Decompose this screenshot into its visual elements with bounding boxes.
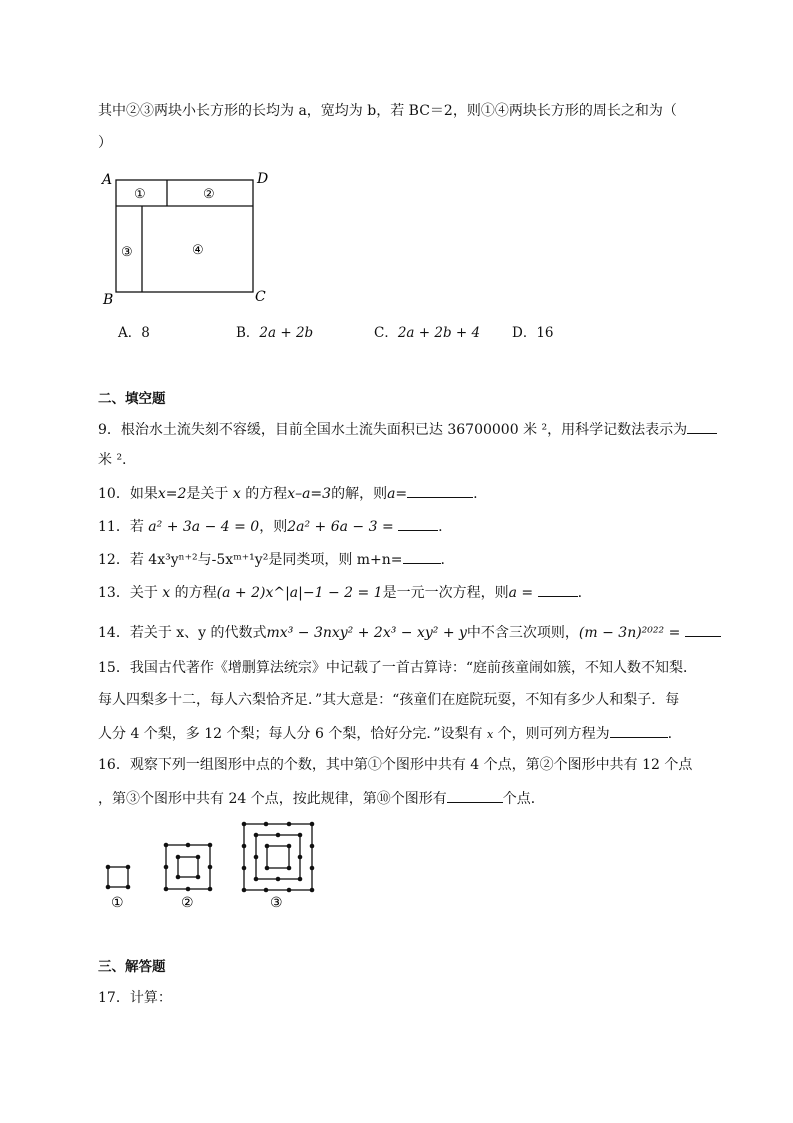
- q15-line1: 15．我国古代著作《增删算法统宗》中记载了一首古算诗：“庭前孩童闹如簇，不知人数不知梨．: [98, 660, 697, 676]
- q16-label-1: ①: [111, 895, 124, 910]
- q9-line1: 9．根治水土流失刻不容缓，目前全国水土流失面积已达 36700000 米 ²，用科学记数法表示为: [98, 419, 717, 439]
- q9-line2: 米 ².: [98, 452, 127, 468]
- q8-option-d: D．16: [512, 325, 554, 341]
- q8-rectangle-figure: [96, 168, 276, 308]
- q12-line: 12．若 4x³yⁿ⁺²与-5xᵐ⁺¹y²是同类项，则 m+n= .: [98, 549, 445, 569]
- q15-line2: 每人四梨多十二，每人六梨恰齐足．”其大意是：“孩童们在庭院玩耍，不知有多少人和梨子．每: [98, 692, 680, 708]
- region-3-label: ③: [121, 245, 133, 260]
- q8-option-c: C．2a + 2b + 4: [374, 325, 481, 341]
- q8-option-a: A．8: [118, 325, 150, 341]
- q16-label-2: ②: [181, 895, 194, 910]
- q15-line3: 人分 4 个梨，多 12 个梨；每人分 6 个梨，恰好分完．”设梨有 x 个，则可列方程为 .: [98, 723, 672, 744]
- q8-option-b: B．2a + 2b: [236, 325, 314, 341]
- q8-stem-line1: 其中②③两块小长方形的长均为 a，宽均为 b，若 BC＝2，则①④两块长方形的周长之和为（: [98, 103, 677, 119]
- section-3-title: 三、解答题: [98, 959, 166, 975]
- corner-c-label: C: [255, 289, 266, 305]
- q14-line: 14．若关于 x、y 的代数式mx³ − 3nxy² + 2x³ − xy² + y中不含三次项则，(m − 3n)²⁰²² =: [98, 622, 721, 642]
- section-2-title: 二、填空题: [98, 391, 166, 407]
- q16-dot-pattern-figure: [100, 818, 330, 910]
- q13-line: 13．关于 x 的方程(a + 2)x^|a|−1 − 2 = 1是一元一次方程，则a = .: [98, 582, 582, 602]
- corner-d-label: D: [257, 171, 269, 187]
- q16-line2: ，第③个图形中共有 24 个点，按此规律，第⑩个图形有 个点．: [98, 788, 545, 808]
- q16-line1: 16．观察下列一组图形中点的个数，其中第①个图形中共有 4 个点，第②个图形中共有 12 个点: [98, 757, 693, 773]
- q10-line: 10．如果x=2是关于 x 的方程x–a=3的解，则a= .: [98, 483, 478, 503]
- q11-line: 11．若 a² + 3a − 4 = 0，则2a² + 6a − 3 = .: [98, 516, 443, 536]
- region-1-label: ①: [134, 187, 146, 202]
- q8-stem-line2: ）: [98, 135, 112, 151]
- corner-b-label: B: [103, 292, 114, 308]
- region-4-label: ④: [192, 243, 204, 258]
- q16-label-3: ③: [270, 895, 283, 910]
- q17-line: 17．计算：: [98, 990, 172, 1006]
- region-2-label: ②: [203, 187, 215, 202]
- corner-a-label: A: [102, 172, 113, 188]
